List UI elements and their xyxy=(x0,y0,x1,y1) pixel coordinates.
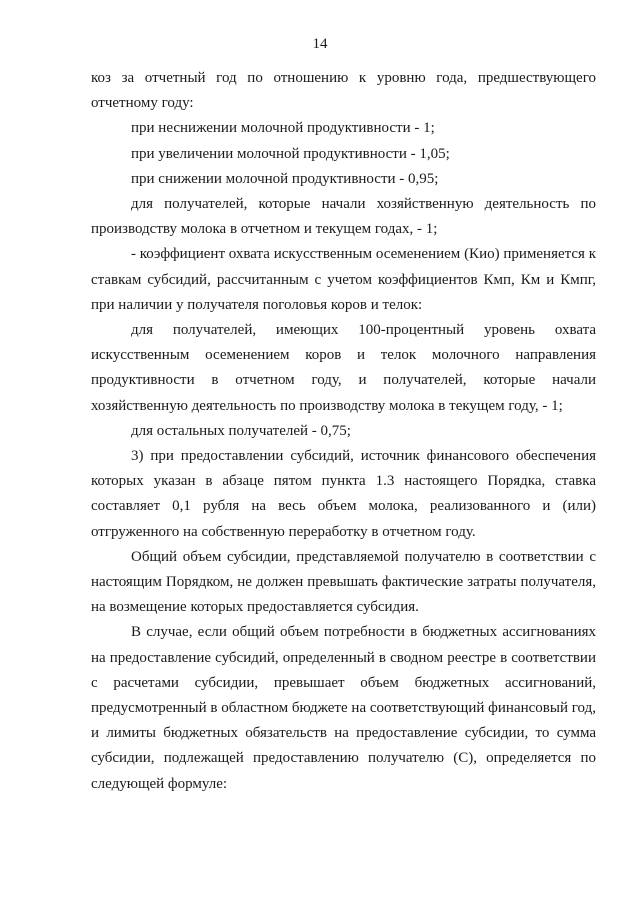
paragraph-full-insemination: для получателей, имеющих 100-процентный уровень охвата искусственным осеменением коров и телок молочного направления продуктивности в отчетном году, и получателей, которые начали хозяйственную деятельность по производству молока в текущем году, - 1; xyxy=(91,322,596,414)
paragraph-item-3-rate: 3) при предоставлении субсидий, источник финансового обеспечения которых указан в абзаце пятом пункта 1.3 настоящего Порядка, ставка составляет 0,1 рубля на весь объем молока, реализованного и (или) отгруженного на собственную переработку в отчетном году. xyxy=(91,448,596,540)
page-number: 14 xyxy=(312,36,328,52)
document-body xyxy=(91,66,596,797)
paragraph-coefficient-continuation: коз за отчетный год по отношению к уровню года, предшествующего отчетному году: xyxy=(91,70,596,112)
paragraph-new-producers: для получателей, которые начали хозяйственную деятельность по производству молока в отчетном и текущем годах, - 1; xyxy=(91,196,596,238)
paragraph-increase: при увеличении молочной продуктивности - 1,05; xyxy=(131,145,450,162)
paragraph-other-recipients: для остальных получателей - 0,75; xyxy=(131,422,351,439)
paragraph-decrease: при снижении молочной продуктивности - 0,95; xyxy=(131,170,439,187)
paragraph-formula-intro: В случае, если общий объем потребности в бюджетных ассигнованиях на предоставление субсидий, определенный в сводном реестре в соответствии с расчетами субсидии, превышает объем бюджетных ассигнований, предусмотренный в областном бюджете на соответствующий финансовый год, и лимиты бюджетных обязательств на предоставление субсидии, то сумма субсидии, подлежащей предоставлению получателю (С), определяется по следующей формуле: xyxy=(91,624,596,792)
paragraph-no-decrease: при неснижении молочной продуктивности - 1; xyxy=(131,120,435,137)
paragraph-insemination-coefficient: - коэффициент охвата искусственным осеменением (Кио) применяется к ставкам субсидий, рассчитанным с учетом коэффициентов Кмп, Км и Кмпг, при наличии у получателя поголовья коров и телок: xyxy=(91,246,596,313)
paragraph-total-subsidy-limit: Общий объем субсидии, представляемой получателю в соответствии с настоящим Порядком, не должен превышать фактические затраты получателя, на возмещение которых предоставляется субсидия. xyxy=(91,548,596,616)
